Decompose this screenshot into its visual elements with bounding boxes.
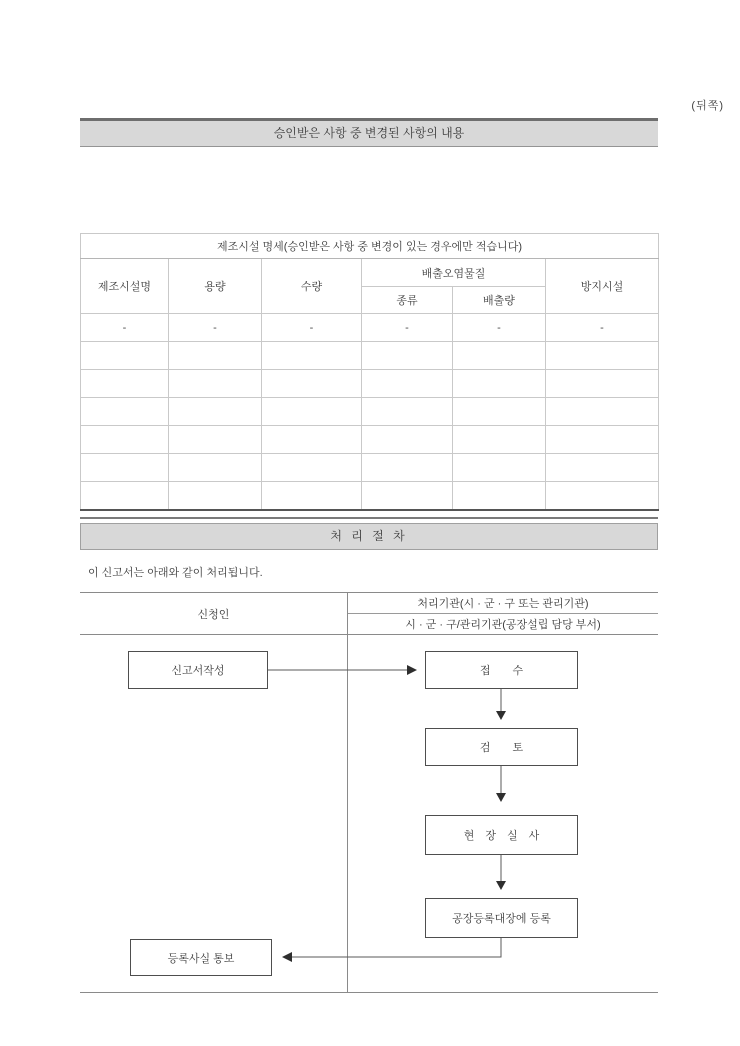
facility-table-row: [81, 370, 659, 398]
facility-table-header-row-1: [81, 259, 659, 287]
facility-table-cell: [169, 482, 262, 510]
facility-table-cell: [362, 342, 453, 370]
facility-table-cell: [262, 342, 362, 370]
col-header-quantity: 수량: [262, 259, 362, 314]
facility-table-cell: -: [81, 314, 169, 342]
facility-table-cell: [453, 370, 546, 398]
step-review-box: 검 토: [425, 728, 578, 766]
facility-table-row: [81, 398, 659, 426]
facility-table-cell: [81, 454, 169, 482]
facility-table-cell: -: [453, 314, 546, 342]
facility-table-cell: [81, 482, 169, 510]
down-arrowhead-icon: [496, 711, 506, 720]
facility-table-cell: [81, 370, 169, 398]
procedure-title: 처 리 절 차: [330, 529, 408, 543]
facility-table: [80, 233, 659, 511]
procedure-section-top-rule: [80, 517, 658, 519]
facility-table-row: [81, 314, 659, 342]
step-site-inspection-box: 현 장 실 사: [425, 815, 578, 855]
facility-table-cell: [362, 482, 453, 510]
step-receive-box: 접 수: [425, 651, 578, 689]
facility-table-cell: [169, 426, 262, 454]
facility-table-cell: [81, 398, 169, 426]
facility-table-cell: [262, 454, 362, 482]
facility-table-cell: [169, 454, 262, 482]
step-write-report-box: 신고서작성: [128, 651, 268, 689]
left-arrowhead-icon: [282, 952, 292, 962]
facility-table-row: [81, 426, 659, 454]
changed-matters-title: 승인받은 사항 중 변경된 사항의 내용: [273, 126, 465, 140]
col-header-pollutant-type: 종류: [362, 287, 453, 314]
facility-table-cell: [546, 342, 659, 370]
col-header-pollutant-group: 배출오염물질: [362, 259, 546, 287]
facility-table-title: 제조시설 명세(승인받은 사항 중 변경이 있는 경우에만 적습니다): [81, 234, 659, 259]
facility-table-cell: [362, 398, 453, 426]
facility-table-cell: [362, 370, 453, 398]
facility-table-cell: [546, 370, 659, 398]
facility-table-cell: [262, 426, 362, 454]
step-notify-registration-box: 등록사실 통보: [130, 939, 272, 976]
facility-table-cell: [81, 426, 169, 454]
facility-table-cell: [453, 426, 546, 454]
facility-table-cell: [546, 482, 659, 510]
column-header-agency-line2: 시 · 군 · 구/관리기관(공장설립 담당 부서): [348, 614, 658, 635]
facility-table-cell: -: [262, 314, 362, 342]
back-side-label: (뒤쪽): [691, 100, 724, 112]
col-header-capacity: 용량: [169, 259, 262, 314]
procedure-section-bar: [80, 523, 658, 550]
facility-table-row: [81, 482, 659, 510]
facility-table-cell: [169, 342, 262, 370]
right-arrowhead-icon: [407, 665, 417, 675]
facility-table-cell: [81, 342, 169, 370]
facility-table-row: [81, 342, 659, 370]
facility-table-cell: [362, 426, 453, 454]
facility-table-cell: [262, 370, 362, 398]
flowchart-column-divider: [347, 593, 348, 992]
facility-table-title-row: [81, 234, 659, 259]
facility-table-cell: [453, 482, 546, 510]
facility-table-cell: [169, 398, 262, 426]
facility-table-row: [81, 454, 659, 482]
facility-table-cell: -: [546, 314, 659, 342]
facility-table-cell: [262, 482, 362, 510]
step-register-ledger-box: 공장등록대장에 등록: [425, 898, 578, 938]
col-header-prevention: 방지시설: [546, 259, 659, 314]
facility-table-cell: [453, 398, 546, 426]
facility-table-cell: [453, 342, 546, 370]
facility-table-cell: [362, 454, 453, 482]
facility-table-cell: -: [169, 314, 262, 342]
procedure-flowchart: [80, 592, 658, 993]
procedure-intro-text: 이 신고서는 아래와 같이 처리됩니다.: [88, 567, 263, 579]
facility-table-cell: [453, 454, 546, 482]
changed-matters-section-bar: [80, 118, 658, 147]
facility-table-cell: [546, 426, 659, 454]
column-header-agency-line1: 처리기관(시 · 군 · 구 또는 관리기관): [348, 593, 658, 614]
facility-table-cell: [546, 398, 659, 426]
down-arrowhead-icon: [496, 793, 506, 802]
down-arrowhead-icon: [496, 881, 506, 890]
facility-table-cell: [262, 398, 362, 426]
facility-table-cell: [169, 370, 262, 398]
facility-table-cell: -: [362, 314, 453, 342]
col-header-pollutant-amount: 배출량: [453, 287, 546, 314]
facility-table-cell: [546, 454, 659, 482]
facility-table-body: [81, 314, 659, 510]
column-header-applicant: 신청인: [80, 593, 347, 635]
arrow-line-register-to-notify: [292, 938, 501, 957]
col-header-facility-name: 제조시설명: [81, 259, 169, 314]
